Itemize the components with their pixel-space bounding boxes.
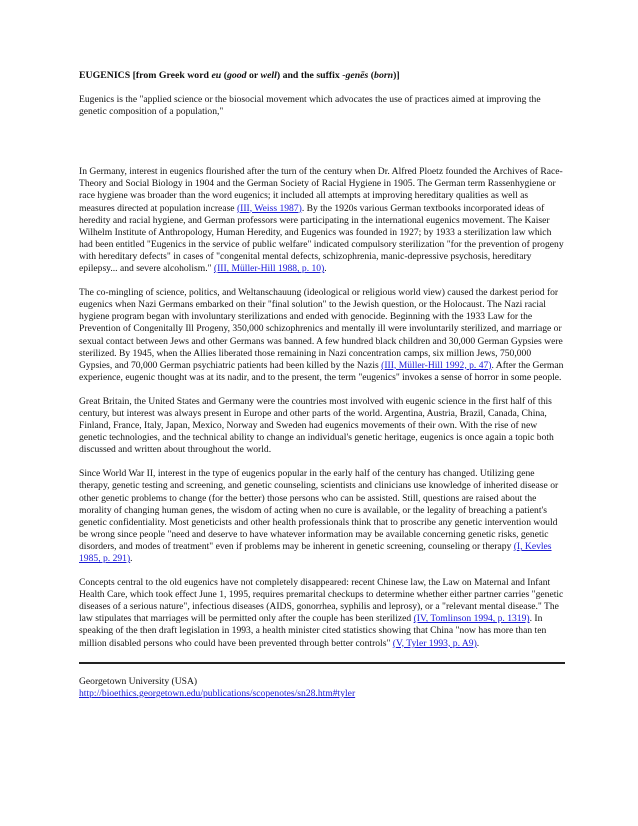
citation-link[interactable]: (V, Tyler 1993, p. A9): [392, 637, 477, 649]
section-divider: [79, 662, 565, 664]
footer: [79, 676, 565, 700]
citation-link[interactable]: (III, Müller-Hill 1988, p. 10): [213, 263, 325, 275]
citation-link[interactable]: (I, Kevles 1985, p. 291): [79, 540, 552, 564]
citation-link[interactable]: (III, Müller-Hill 1992, p. 47): [381, 359, 492, 371]
spacer: [79, 130, 565, 166]
document-page: [79, 70, 565, 700]
citation-link[interactable]: (III, Weiss 1987): [236, 202, 302, 214]
paragraph-china: Concepts central to the old eugenics have not completely disappeared: recent Chinese law, the Law on Maternal and Infant Health Care, which took effect June 1, 1995, requires premarital checkups to determine whether either partner carries "genetic diseases of a serious nature", infectious diseases (AIDS, gonorrhea, syphilis and leprosy), or a "relevant mental disease." The law stipulates that marriages will be permitted only after the couple has been sterilized (IV, Tomlinson 1994, p. 1319). In speaking of the then draft legislation in 1993, a health minister cited statistics showing that China "now has more than ten million disabled persons who could have been prevented through better controls" (V, Tyler 1993, p. A9).: [79, 577, 564, 649]
heading-term: EUGENICS: [79, 70, 131, 81]
citation-link[interactable]: (IV, Tomlinson 1994, p. 1319): [413, 613, 530, 625]
paragraph-germany: In Germany, interest in eugenics flourished after the turn of the century when Dr. Alfred Ploetz founded the Archives of Race-Theory and Social Biology in 1904 and the German Society of Racial Hygiene in 1905. The German term Rassenhygiene or race hygiene was broader than the word eugenics; it included all attempts at improving hereditary qualities as well as measures directed at population increase (III, Weiss 1987). By the 1920s various German textbooks incorporated ideas of heredity and racial hygiene, and German professors were participating in the international eugenics movement. The Kaiser Wilhelm Institute of Anthropology, Human Heredity, and Eugenics was founded in 1927; by 1933 a sterilization law which had been entitled "Eugenics in the service of public welfare" indicated compulsory sterilization "for the prevention of progeny with hereditary defects" in cases of "congenital mental defects, schizophrenia, manic-depressive psychosis, hereditary epilepsy... and severe alcoholism." (III, Müller-Hill 1988, p. 10).: [79, 166, 564, 275]
definition-paragraph: Eugenics is the "applied science or the biosocial movement which advocates the use of practices aimed at improving the genetic composition of a population,": [79, 94, 541, 118]
paragraph-nazi: The co-mingling of science, politics, and Weltanschauung (ideological or religious world view) caused the darkest period for eugenics when Nazi Germans embarked on their "final solution" to the Jewish question, or the Holocaust. The Nazi racial hygiene program began with involuntary sterilizations and ended with genocide. Beginning with the 1933 Law for the Prevention of Congenitally Ill Progeny, 350,000 schizophrenics and mentally ill were involuntarily sterilized, and marriage or sexual contact between Jews and other Germans was banned. A few hundred black children and 30,000 German Gypsies were sterilized. By 1945, when the Allies liberated those remaining in Nazi concentration camps, six million Jews, 750,000 Gypsies, and 70,000 German psychiatric patients had been killed by the Nazis (III, Müller-Hill 1992, p. 47). After the German experience, eugenic thought was at its nadir, and to the present, the term "eugenics" invokes a sense of horror in some people.: [79, 287, 564, 383]
entry-heading: EUGENICS [from Greek word eu (good or well) and the suffix -genēs (born)]: [79, 70, 400, 81]
footer-institution: Georgetown University (USA): [79, 675, 198, 687]
paragraph-wwii: Since World War II, interest in the type of eugenics popular in the early half of the century has changed. Utilizing gene therapy, genetic testing and screening, and genetic counseling, scientists and clinicians use knowledge of inherited disease or other genetic problems to change (for the better) those persons who can be assisted. Still, questions are raised about the morality of changing human genes, the wisdom of acting when no cure is available, or the legality of breaching a patient's genetic confidentiality. Most geneticists and other health professionals think that to proscribe any genetic intervention would be wrong since people "need and deserve to have whatever information may be available concerning genetic risks, genetic disorders, and modes of treatment" even if problems may be inherent in genetic screening, counseling or therapy (I, Kevles 1985, p. 291).: [79, 468, 559, 564]
source-url-link[interactable]: http://bioethics.georgetown.edu/publications/scopenotes/sn28.htm#tyler: [79, 687, 356, 699]
paragraph-world: Great Britain, the United States and Germany were the countries most involved with eugenic science in the first half of this century, but interest was always present in Europe and other parts of the world. Argentina, Austria, Brazil, Canada, China, Finland, France, Italy, Japan, Mexico, Norway and Sweden had eugenics movements of their own. With the rise of new genetic technologies, and the technical ability to change an individual's genetic heritage, eugenics is once again a topic both discussed and written about throughout the world.: [79, 395, 554, 456]
